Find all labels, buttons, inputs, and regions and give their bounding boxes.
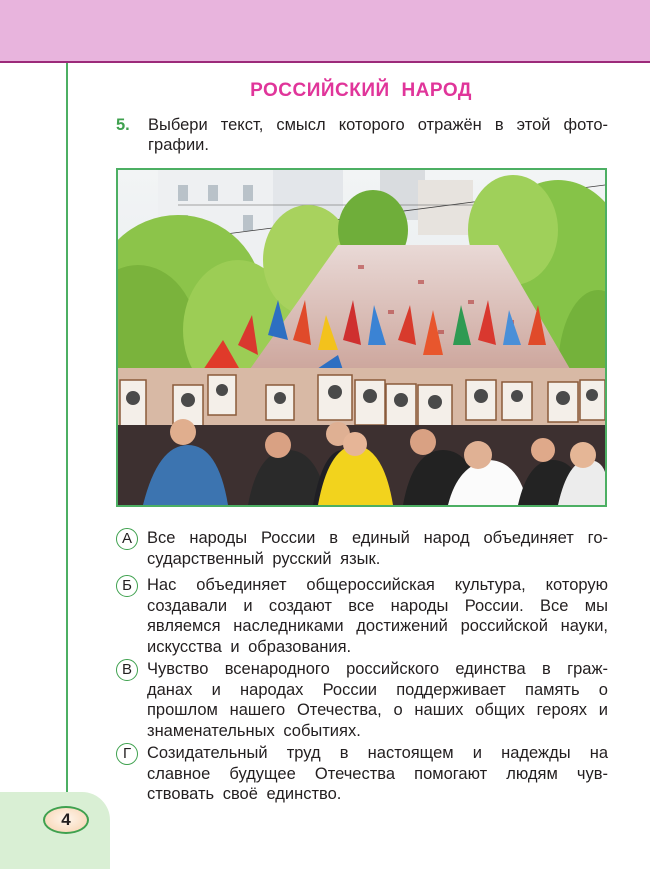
option-text: Нас объединяет общероссийская культура, которую создавали и создают все народы России. Все мы являемся наследниками достижений российской науки, искусства и образования. [147,576,608,656]
option-letter-circle: В [116,659,138,681]
photo-illustration [118,170,605,505]
parade-photo [116,168,607,507]
section-title: РОССИЙСКИЙ НАРОД [250,80,472,101]
option-letter-circle: Г [116,743,138,765]
option-letter-circle: А [116,528,138,550]
option-text: Чувство всенародного российского единства в гражданах и народах России поддерживает память о прошлом нашего Отечества, о наших общих героях и знаменательных событиях. [147,660,608,740]
option-text: Созидательный труд в настоящем и надежды на славное будущее Отечества помогают людям чувствовать своё единство. [147,744,608,803]
margin-rule [66,63,68,807]
option-text: Все народы России в единый народ объединяет государственный русский язык. [147,529,608,568]
page-number-badge [43,806,89,834]
page-header-band [0,0,650,63]
page-number: 4 [61,810,71,829]
task-text: Выбери текст, смысл которого отражён в этой фотографии. [148,116,608,154]
option-letter-circle: Б [116,575,138,597]
task-number: 5. [116,116,130,134]
